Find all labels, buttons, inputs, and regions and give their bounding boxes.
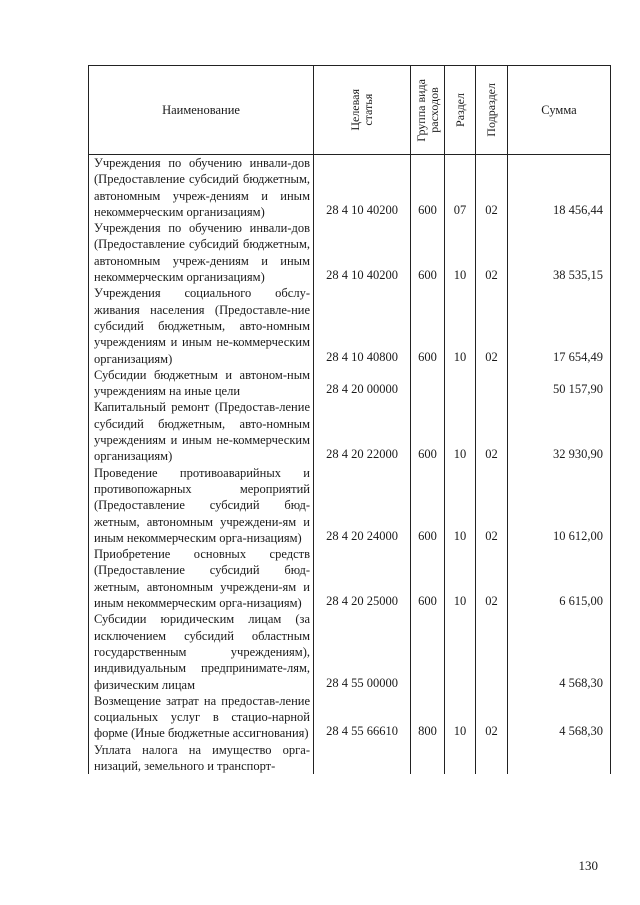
row-group [411, 367, 445, 400]
row-code: 28 4 20 00000 [314, 367, 411, 400]
row-sum: 32 930,90 [508, 399, 611, 464]
row-code: 28 4 10 40200 [314, 220, 411, 285]
table-row [89, 367, 611, 400]
row-name: Субсидии юридическим лицам (за исключением субсидий областным государственным учреждениям), индивидуальным предпринимате-лям, физическим лицам [89, 611, 314, 692]
row-sum: 10 612,00 [508, 465, 611, 546]
row-name: Проведение противоаварийных и противопожарных мероприятий (Предоставление субсидий бюд-жетным, автономным учреждени-ям и иным некоммерческим орга-низациям) [89, 465, 314, 546]
row-group [411, 611, 445, 692]
budget-table [88, 65, 611, 774]
row-subsection [476, 742, 508, 775]
row-group: 600 [411, 285, 445, 366]
row-name: Капитальный ремонт (Предостав-ление субсидий бюджетным, авто-номным учреждениям и иным не-коммерческим организациям) [89, 399, 314, 464]
row-sum: 6 615,00 [508, 546, 611, 611]
row-code: 28 4 10 40800 [314, 285, 411, 366]
table-header [89, 66, 611, 155]
row-code: 28 4 20 24000 [314, 465, 411, 546]
row-group: 800 [411, 693, 445, 742]
header-expense-group [411, 66, 445, 155]
row-subsection: 02 [476, 155, 508, 221]
header-subsection-label: Подраздел [484, 83, 498, 137]
header-sum: Сумма [508, 66, 611, 155]
row-name: Учреждения по обучению инвали-дов (Предоставление субсидий бюджетным, автономным учреж-дениям и иным некоммерческим организациям) [89, 155, 314, 221]
row-section [445, 367, 476, 400]
row-sum [508, 742, 611, 775]
header-subsection [476, 66, 508, 155]
row-sum: 17 654,49 [508, 285, 611, 366]
row-section: 10 [445, 693, 476, 742]
row-subsection: 02 [476, 220, 508, 285]
row-subsection: 02 [476, 465, 508, 546]
row-name: Учреждения по обучению инвали-дов (Предоставление субсидий бюджетным, автономным учреж-дениям и иным некоммерческим организациям) [89, 220, 314, 285]
row-section: 10 [445, 546, 476, 611]
row-sum: 50 157,90 [508, 367, 611, 400]
row-sum: 4 568,30 [508, 693, 611, 742]
page-number: 130 [578, 858, 598, 873]
row-code [314, 742, 411, 775]
row-subsection: 02 [476, 546, 508, 611]
row-name: Приобретение основных средств (Предоставление субсидий бюд-жетным, автономным учреждени-ям и иным некоммерческим орга-низациям) [89, 546, 314, 611]
row-name: Субсидии бюджетным и автоном-ным учреждениям на иные цели [89, 367, 314, 400]
row-group [411, 742, 445, 775]
row-code: 28 4 20 22000 [314, 399, 411, 464]
row-section: 10 [445, 465, 476, 546]
row-subsection: 02 [476, 399, 508, 464]
row-code: 28 4 20 25000 [314, 546, 411, 611]
table-row [89, 399, 611, 464]
row-sum: 4 568,30 [508, 611, 611, 692]
row-section: 07 [445, 155, 476, 221]
header-expense-group-label: Группа вида расходов [413, 78, 441, 142]
table-row [89, 465, 611, 546]
row-group: 600 [411, 399, 445, 464]
row-group: 600 [411, 220, 445, 285]
row-group: 600 [411, 465, 445, 546]
table-row [89, 155, 611, 221]
row-sum: 18 456,44 [508, 155, 611, 221]
row-subsection: 02 [476, 285, 508, 366]
row-group: 600 [411, 155, 445, 221]
header-target-article [314, 66, 411, 155]
row-code: 28 4 55 00000 [314, 611, 411, 692]
table-row [89, 742, 611, 775]
table-row [89, 285, 611, 366]
row-section: 10 [445, 399, 476, 464]
row-code: 28 4 55 66610 [314, 693, 411, 742]
header-section [445, 66, 476, 155]
row-name: Учреждения социального обслу-живания населения (Предоставле-ние субсидий бюджетным, авто-номным учреждениям и иным не-коммерческим организациям) [89, 285, 314, 366]
header-name: Наименование [89, 66, 314, 155]
row-section [445, 742, 476, 775]
row-section: 10 [445, 220, 476, 285]
row-sum: 38 535,15 [508, 220, 611, 285]
table-row [89, 220, 611, 285]
table-row [89, 693, 611, 742]
row-name: Уплата налога на имущество орга-низаций, земельного и транспорт- [89, 742, 314, 775]
row-subsection [476, 611, 508, 692]
row-section [445, 611, 476, 692]
row-code: 28 4 10 40200 [314, 155, 411, 221]
table-row [89, 611, 611, 692]
row-subsection: 02 [476, 693, 508, 742]
table-row [89, 546, 611, 611]
row-group: 600 [411, 546, 445, 611]
header-section-label: Раздел [452, 93, 467, 127]
row-subsection [476, 367, 508, 400]
header-target-article-label: Целевая статья [348, 89, 375, 131]
table-body [89, 155, 611, 775]
row-section: 10 [445, 285, 476, 366]
row-name: Возмещение затрат на предостав-ление социальных услуг в стацио-нарной форме (Иные бюджетные ассигнования) [89, 693, 314, 742]
